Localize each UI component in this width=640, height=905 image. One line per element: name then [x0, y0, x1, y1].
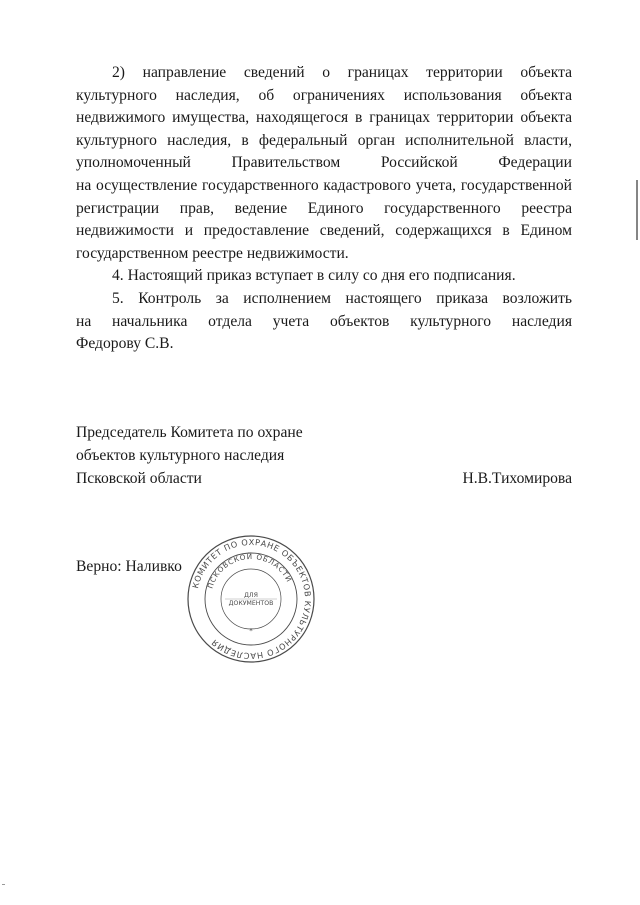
text-line: недвижимости и предоставление сведений, содержащихся в Едином	[76, 222, 572, 240]
seal-center-text: ДОКУМЕНТОВ	[228, 600, 274, 607]
text-line: на осуществление государственного кадастрового учета, государственной	[76, 176, 572, 194]
text-line: Федорову С.В.	[76, 335, 174, 353]
seal-inner-text: ПСКОВСКОЙ ОБЛАСТИ	[205, 551, 294, 590]
text-line: государственном реестре недвижимости.	[76, 244, 349, 262]
signature-block	[76, 421, 572, 490]
text-line: на начальника отдела учета объектов культурного наследия	[76, 312, 572, 330]
signatory-region: Псковской области	[76, 470, 202, 487]
seal-outer-text: КОМИТЕТ ПО ОХРАНЕ ОБЪЕКТОВ КУЛЬТУРНОГО НАСЛЕДИЯ	[190, 536, 314, 662]
text-line: уполномоченный Правительством Российской Федерации	[76, 154, 572, 172]
text-line: культурного наследия, в федеральный орган исполнительной власти,	[76, 131, 572, 149]
text-line: 5. Контроль за исполнением настоящего приказа возложить	[112, 289, 572, 307]
paragraph-effective-date	[76, 265, 572, 288]
certification-note: Верно: Наливко	[76, 558, 182, 575]
text-line: культурного наследия, об ограничениях использования объекта	[76, 86, 572, 104]
document-body	[76, 62, 572, 356]
scan-edge-mark	[636, 180, 638, 240]
paragraph-registration	[76, 62, 572, 265]
text-line: недвижимого имущества, находящегося в границах территории объекта	[76, 109, 572, 127]
paragraph-control	[76, 288, 572, 356]
signatory-name: Н.В.Тихомирова	[462, 470, 572, 487]
text-line: регистрации прав, ведение Единого государственного реестра	[76, 199, 572, 217]
text-line: 2) направление сведений о границах территории объекта	[112, 64, 572, 81]
scan-edge-mark	[2, 884, 5, 885]
signatory-title-line: объектов культурного наследия	[76, 447, 285, 464]
seal-center-text: ДЛЯ	[244, 592, 258, 599]
signature-row	[76, 467, 572, 490]
text-line: 4. Настоящий приказ вступает в силу со дня его подписания.	[112, 267, 516, 285]
seal-star-icon: *	[249, 627, 253, 635]
official-seal-icon	[185, 533, 317, 665]
signatory-title-line: Председатель Комитета по охране	[76, 424, 303, 441]
